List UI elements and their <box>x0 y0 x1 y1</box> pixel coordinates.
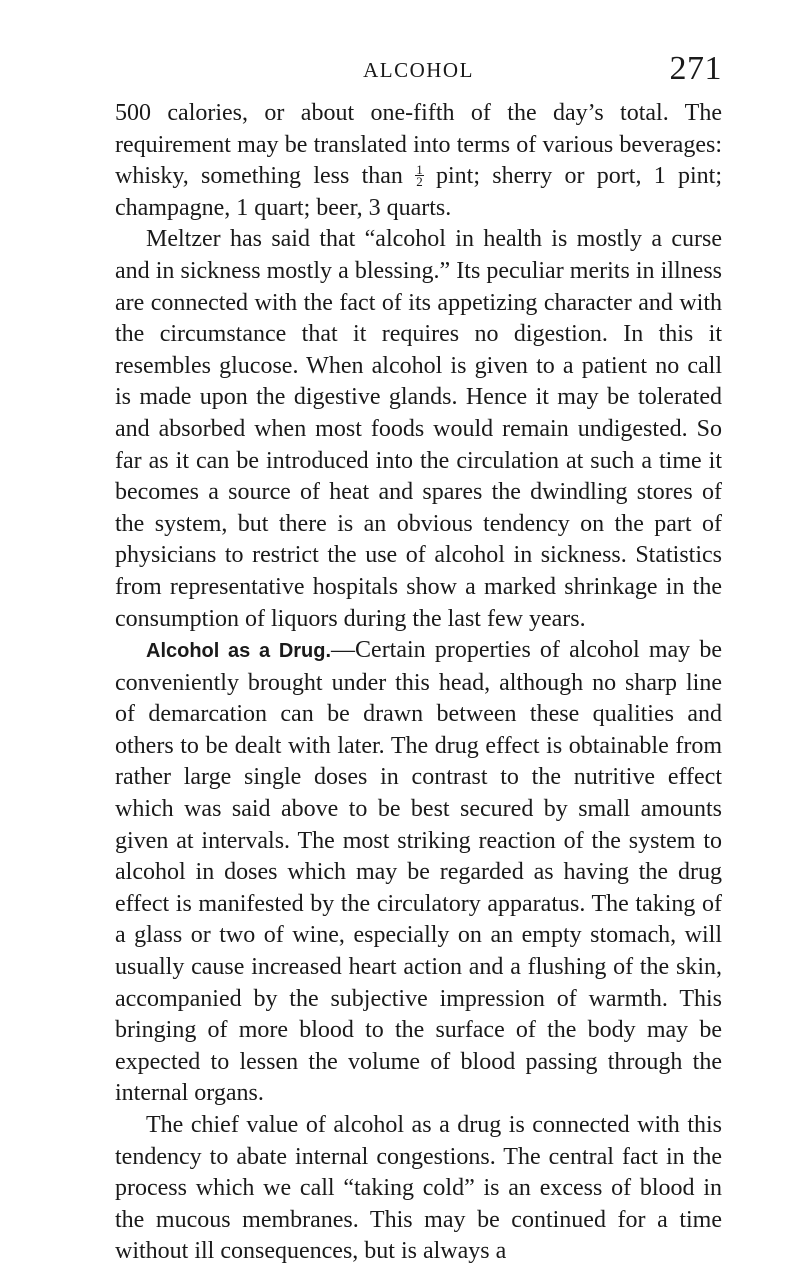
paragraph-alcohol-as-drug-text: —Certain properties of alcohol may be conveniently brought under this head, although no sharp line of demarcation can be drawn between these qualities and others to be dealt with later. The drug effect is obtainable from rather large single doses in contrast to the nutritive effect which was said above to be best secured by small amounts given at intervals. The most striking reaction of the system to alcohol in doses which may be regarded as having the drug effect is manifested by the circulatory apparatus. The taking of a glass or two of wine, especially on an empty stomach, will usually cause increased heart action and a flushing of the skin, accompanied by the subjective impression of warmth. This bringing of more blood to the surface of the body may be expected to lessen the volume of blood passing through the internal organs. <box>115 637 722 1107</box>
paragraph-alcohol-as-drug <box>115 635 722 1110</box>
paragraph-meltzer: Meltzer has said that “alcohol in health is mostly a curse and in sickness mostly a blessing.” Its peculiar merits in illness are connected with the fact of its appetizing character and with the circumstance that it requires no digestion. In this it resembles glucose. When alcohol is given to a patient no call is made upon the digestive glands. Hence it may be tolerated and absorbed when most foods would remain undigested. So far as it can be introduced into the circulation at such a time it becomes a source of heat and spares the dwindling stores of the system, but there is an obvious tendency on the part of physicians to restrict the use of alcohol in sickness. Statistics from representative hospitals show a marked shrinkage in the consumption of liquors during the last few years. <box>115 226 722 632</box>
page-number: 271 <box>669 50 722 87</box>
running-head <box>115 50 722 90</box>
body-text <box>115 98 722 1268</box>
fraction-numerator: 1 <box>416 162 423 178</box>
paragraph-calories-text-start: 500 calories, or about one-fifth of the day’s total. The requirement may be translated into terms of various beverages: whisky, something less than <box>115 100 722 190</box>
paragraph-calories-text-end: pint; sherry or port, 1 pint; champagne, 1 quart; beer, 3 quarts. <box>115 163 723 221</box>
paragraph-chief-value: The chief value of alcohol as a drug is connected with this tendency to abate internal congestions. The central fact in the process which we call “taking cold” is an excess of blood in the mucous membranes. This may be continued for a time without ill consequences, but is always a <box>115 1112 722 1265</box>
running-title: ALCOHOL <box>363 58 474 82</box>
fraction-denominator: 2 <box>416 174 423 190</box>
fraction-one-half <box>415 162 424 190</box>
section-heading-alcohol-as-drug: Alcohol as a Drug. <box>146 640 332 663</box>
paragraph-calories <box>115 98 722 224</box>
